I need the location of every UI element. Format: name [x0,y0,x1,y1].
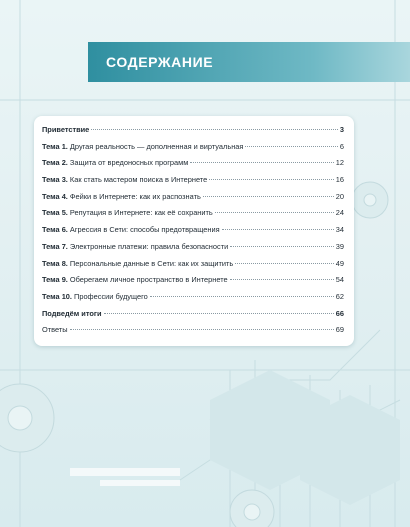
toc-entry-label [42,192,201,201]
toc-entry-title: Агрессия в Сети: способы предотвращения [67,225,220,235]
toc-leader-dots [203,196,334,197]
toc-entry-number: Тема 1. [42,141,68,151]
toc-entry-label [42,259,233,268]
toc-entry-title: Другая реальность — дополненная и виртуальная [67,141,244,151]
toc-entry-label [42,175,207,184]
toc-entry-title: Электронные платежи: правила безопасности [67,241,229,251]
toc-entry[interactable] [42,175,344,192]
toc-leader-dots [235,263,334,264]
page-title: СОДЕРЖАНИЕ [106,54,214,70]
toc-page-number: 66 [335,308,344,318]
toc-page-number: 39 [335,241,344,251]
toc-leader-dots [230,246,334,247]
toc-entry-number: Приветствие [42,125,90,134]
toc-leader-dots [150,296,334,297]
toc-entry[interactable] [42,158,344,175]
toc-entry-title: Как стать мастером поиска в Интернете [67,175,208,185]
toc-entry[interactable] [42,192,344,209]
toc-entry[interactable] [42,242,344,259]
toc-page-number: 54 [335,275,344,285]
toc-entry-title: Репутация в Интернете: как её сохранить [67,208,213,218]
toc-entry-label [42,242,228,251]
toc-entry-title: Профессии будущего [71,291,148,301]
toc-entry-label [42,325,68,334]
toc-entry-title: Персональные данные в Сети: как их защитить [67,258,234,268]
toc-page-number: 34 [335,225,344,235]
toc-leader-dots [222,229,334,230]
toc-entry-label [42,142,243,151]
toc-page-number: 20 [335,191,344,201]
toc-leader-dots [230,279,334,280]
toc-leader-dots [209,179,334,180]
toc-entry-number: Тема 2. [42,158,68,168]
toc-entry[interactable] [42,225,344,242]
toc-page-number: 6 [339,141,344,151]
toc-entry[interactable] [42,325,344,342]
toc-entry-label [42,292,148,301]
toc-entry-number: Тема 6. [42,225,68,235]
toc-leader-dots [91,129,338,130]
toc-leader-dots [70,329,334,330]
toc-entry-label [42,309,102,318]
toc-leader-dots [190,162,333,163]
toc-entry[interactable] [42,208,344,225]
toc-entry-title: Фейки в Интернете: как их распознать [67,191,201,201]
toc-entry-number: Тема 3. [42,175,68,185]
toc-entry-number: Тема 4. [42,191,68,201]
toc-page-number: 12 [335,158,344,168]
toc-entry-number: Тема 5. [42,208,68,218]
toc-entry-number: Тема 7. [42,241,68,251]
toc-entry[interactable] [42,259,344,276]
toc-entry-number: Тема 10. [42,291,72,301]
toc-entry[interactable] [42,125,344,142]
toc-entry-number: Подведём итоги [42,308,102,318]
toc-leader-dots [215,212,334,213]
toc-leader-dots [245,146,337,147]
toc-page-number: 69 [335,325,344,335]
toc-entry-label [42,158,188,167]
toc-page-number: 16 [335,175,344,185]
toc-entry-number: Тема 8. [42,258,68,268]
toc-entry[interactable] [42,275,344,292]
toc-page-number: 3 [339,125,344,134]
toc-entry-title: Защита от вредоносных программ [67,158,189,168]
toc-leader-dots [104,313,334,314]
toc-entry-label [42,225,220,234]
toc-page-number: 49 [335,258,344,268]
toc-entry[interactable] [42,292,344,309]
table-of-contents [42,125,344,342]
toc-entry-label [42,275,228,284]
toc-entry-title: Ответы [42,325,68,335]
toc-page-number: 24 [335,208,344,218]
toc-entry-label [42,208,213,217]
toc-entry[interactable] [42,142,344,159]
toc-entry-label [42,125,89,134]
toc-entry-title: Оберегаем личное пространство в Интернете [67,275,228,285]
toc-entry-number: Тема 9. [42,275,68,285]
toc-entry[interactable] [42,309,344,326]
toc-page-number: 62 [335,291,344,301]
table-of-contents-card [34,116,354,346]
